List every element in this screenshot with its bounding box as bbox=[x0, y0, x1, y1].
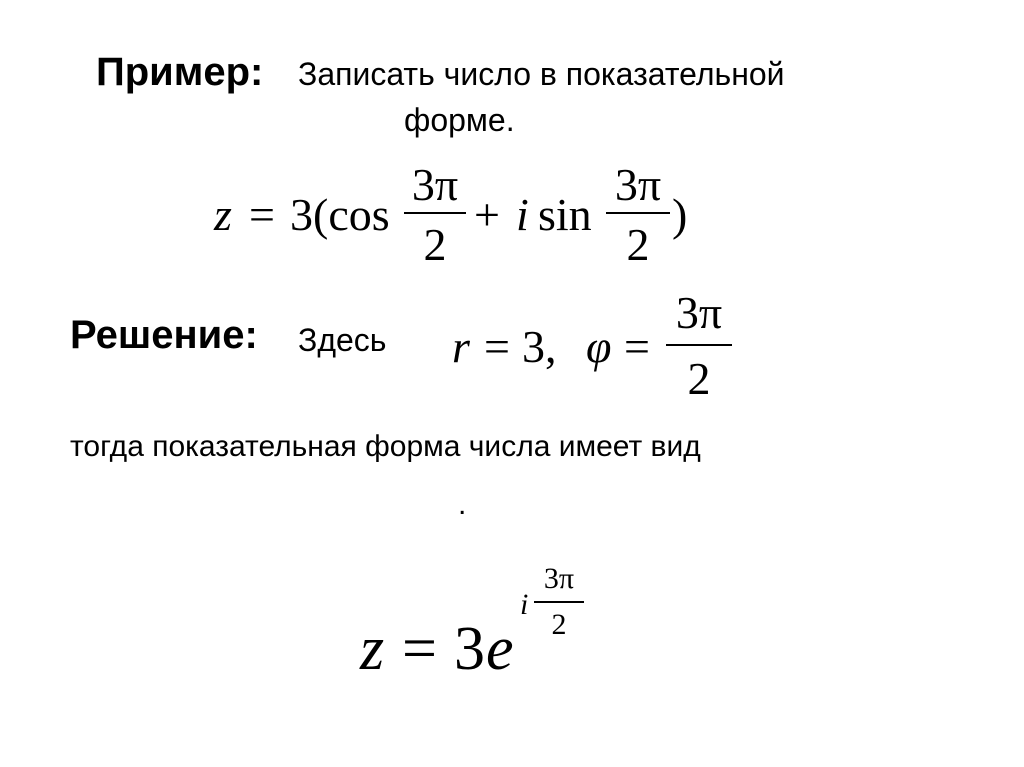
solution-equals-1: = bbox=[484, 321, 510, 372]
given-z: z bbox=[214, 189, 232, 240]
given-fraction-bar-2 bbox=[606, 212, 670, 214]
solution-label: Решение: bbox=[70, 313, 258, 357]
example-text-line1: Записать число в показательной bbox=[298, 56, 785, 92]
given-equals: = bbox=[249, 189, 275, 240]
solution-fraction-bar bbox=[666, 344, 732, 346]
result-exp-num: 3π bbox=[543, 562, 575, 595]
result-z: z bbox=[360, 615, 385, 683]
then-dot: . bbox=[458, 488, 467, 521]
given-num1: 3π bbox=[411, 159, 459, 210]
solution-den: 2 bbox=[687, 353, 711, 404]
given-fraction-bar-1 bbox=[404, 212, 466, 214]
given-i: i bbox=[516, 189, 529, 240]
result-exp-fraction-bar bbox=[534, 601, 584, 603]
given-three-cos: 3(cos bbox=[290, 189, 390, 240]
given-sin: sin bbox=[538, 189, 592, 240]
given-num2: 3π bbox=[614, 159, 662, 210]
result-exp-i: i bbox=[520, 588, 529, 621]
result-e: e bbox=[486, 615, 514, 683]
solution-text: Здесь bbox=[298, 322, 387, 358]
result-equals: = bbox=[402, 615, 437, 683]
given-close-paren: ) bbox=[672, 189, 688, 240]
given-den1: 2 bbox=[423, 219, 447, 270]
then-text: тогда показательная форма числа имеет вид bbox=[70, 430, 701, 463]
example-text-line2: форме. bbox=[404, 102, 515, 138]
solution-equals-2: = bbox=[624, 321, 650, 372]
example-label: Пример: bbox=[96, 50, 264, 94]
solution-num: 3π bbox=[675, 287, 723, 338]
solution-three-comma: 3, bbox=[522, 321, 557, 372]
given-plus: + bbox=[474, 189, 500, 240]
result-three: 3 bbox=[454, 615, 485, 683]
solution-r: r bbox=[452, 321, 470, 372]
solution-phi: φ bbox=[586, 321, 612, 372]
given-den2: 2 bbox=[626, 219, 650, 270]
result-exp-den: 2 bbox=[551, 608, 567, 641]
